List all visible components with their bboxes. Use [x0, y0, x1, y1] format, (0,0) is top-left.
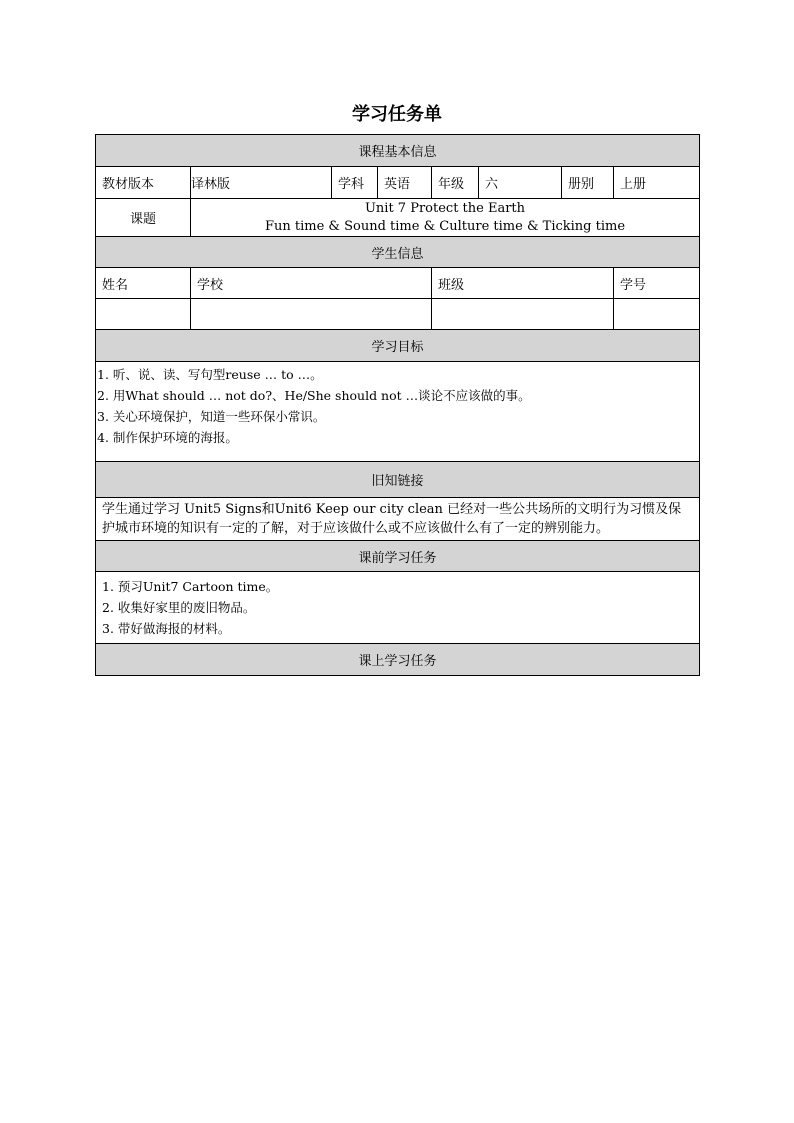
grade-label: 年级 [432, 167, 479, 199]
school-field[interactable] [191, 299, 432, 330]
student-id-label: 学号 [614, 268, 700, 299]
objective-item: 4. 制作保护环境的海报。 [97, 430, 238, 445]
pre-class-item: 2. 收集好家里的废旧物品。 [102, 600, 256, 615]
subject-value: 英语 [378, 167, 432, 199]
in-class-header: 课上学习任务 [96, 644, 700, 676]
document-title: 学习任务单 [352, 104, 442, 125]
pre-class-item: 3. 带好做海报的材料。 [102, 621, 231, 636]
course-info-header: 课程基本信息 [96, 135, 700, 167]
student-id-field[interactable] [614, 299, 700, 330]
topic-line-1: Unit 7 Protect the Earth [364, 200, 526, 216]
volume-value: 上册 [614, 167, 700, 199]
pre-class-item: 1. 预习Unit7 Cartoon time。 [102, 579, 279, 594]
student-info-header: 学生信息 [96, 237, 700, 268]
topic-line-2: Fun time & Sound time & Culture time & Ticking time [264, 218, 626, 234]
volume-label: 册别 [562, 167, 614, 199]
textbook-label: 教材版本 [96, 167, 191, 199]
objectives-list [96, 362, 700, 462]
prior-knowledge-header: 旧知链接 [96, 462, 700, 498]
task-sheet-table [95, 134, 700, 676]
pre-class-header: 课前学习任务 [96, 541, 700, 572]
grade-value: 六 [479, 167, 562, 199]
topic-label: 课题 [96, 199, 191, 237]
objective-item: 2. 用What should … not do?、He/She should not …谈论不应该做的事。 [97, 388, 531, 403]
topic-value [191, 199, 700, 237]
objective-item: 1. 听、说、读、写句型reuse … to …。 [97, 367, 323, 382]
class-label: 班级 [432, 268, 614, 299]
objectives-header: 学习目标 [96, 330, 700, 362]
objective-item: 3. 关心环境保护，知道一些环保小常识。 [97, 409, 326, 424]
pre-class-list [96, 572, 700, 644]
textbook-value: 译林版 [191, 167, 332, 199]
subject-label: 学科 [332, 167, 378, 199]
name-field[interactable] [96, 299, 191, 330]
name-label: 姓名 [96, 268, 191, 299]
prior-knowledge-text: 学生通过学习 Unit5 Signs和Unit6 Keep our city clean 已经对一些公共场所的文明行为习惯及保护城市环境的知识有一定的了解，对于应该做什么或不应该做什么有了一定的辨别能力。 [96, 498, 700, 541]
class-field[interactable] [432, 299, 614, 330]
school-label: 学校 [191, 268, 432, 299]
